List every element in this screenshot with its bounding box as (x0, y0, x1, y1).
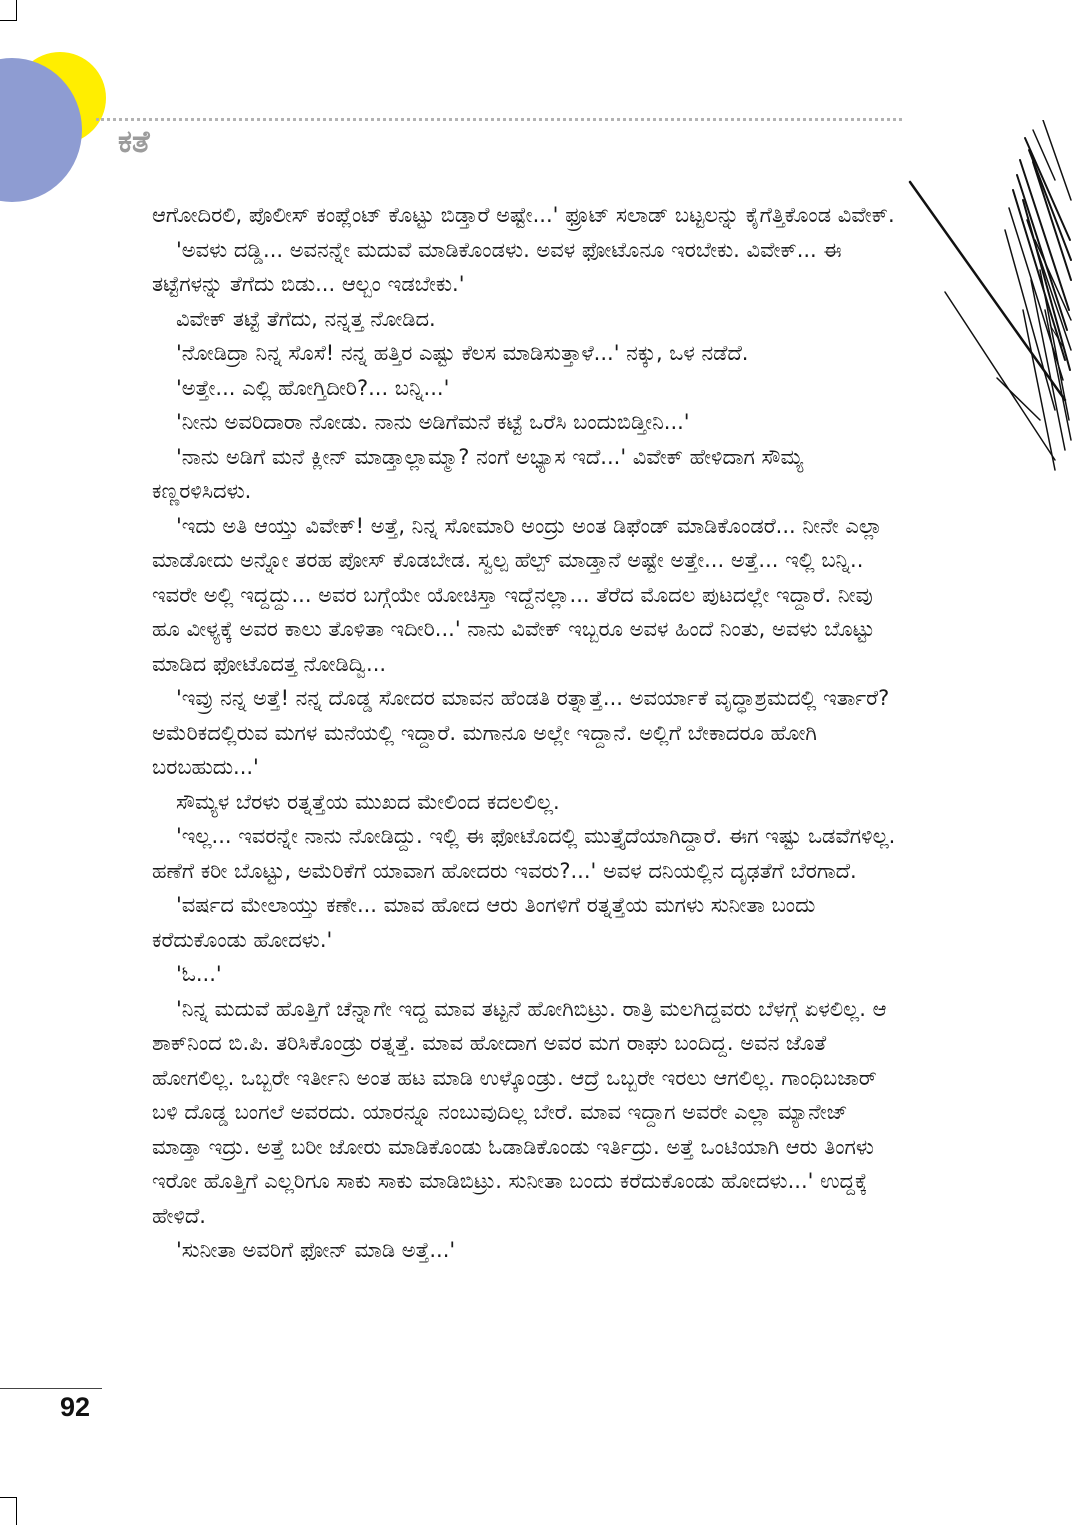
story-paragraph: ಆಗೋದಿರಲಿ, ಪೊಲೀಸ್ ಕಂಪ್ಲೆಂಟ್ ಕೊಟ್ಟು ಬಿಡ್ತಾರೆ ಅಷ್ಟೇ...' ಫ್ರೂಟ್ ಸಲಾಡ್ ಬಟ್ಟಲನ್ನು ಕೈಗೆತ್ತಿಕೊಂಡ ವಿವೇಕ್. (152, 203, 895, 227)
header-dotted-rule (96, 118, 902, 121)
story-paragraph: 'ನೀನು ಅವರಿದಾರಾ ನೋಡು. ನಾನು ಅಡಿಗೆಮನೆ ಕಟ್ಟೆ ಒರೆಸಿ ಬಂದುಬಿಡ್ತೀನಿ...' (176, 410, 690, 434)
story-body (152, 198, 902, 1268)
story-paragraph: 'ನಾನು ಅಡಿಗೆ ಮನೆ ಕ್ಲೀನ್ ಮಾಡ್ತಾಲ್ಲಾಮ್ಮಾ? ನಂಗೆ ಅಭ್ಯಾಸ ಇದೆ...' ವಿವೇಕ್ ಹೇಳಿದಾಗ ಸೌಮ್ಯ ಕಣ್ಣರಳಿಸಿದಳು. (152, 444, 804, 503)
story-paragraph: ವಿವೇಕ್ ತಟ್ಟೆ ತೆಗೆದು, ನನ್ನತ್ತ ನೋಡಿದ. (176, 306, 436, 331)
crop-mark-top-left-horizontal (0, 20, 17, 21)
story-paragraph: 'ಅವಳು ದಡ್ಡಿ... ಅವನನ್ನೇ ಮದುವೆ ಮಾಡಿಕೊಂಡಳು. ಅವಳ ಫೋಟೊನೂ ಇರಬೇಕು. ವಿವೇಕ್... ಈ ತಟ್ಟೆಗಳನ್ನು ತೆಗೆದು ಬಿಡು... ಆಲ್ಬಂ ಇಡಬೇಕು.' (152, 237, 842, 296)
story-paragraph: 'ಓ...' (176, 962, 222, 986)
crop-mark-bottom-left-vertical (16, 1497, 17, 1525)
story-paragraph: ಸೌಮ್ಯಳ ಬೆರಳು ರತ್ನತ್ತೆಯ ಮುಖದ ಮೇಲಿಂದ ಕದಲಲಿಲ್ಲ. (176, 789, 560, 814)
footer-rule (0, 1388, 102, 1389)
story-paragraph: 'ಇಲ್ಲ... ಇವರನ್ನೇ ನಾನು ನೋಡಿದ್ದು. ಇಲ್ಲಿ ಈ ಫೋಟೊದಲ್ಲಿ ಮುತ್ತೈದೆಯಾಗಿದ್ದಾರೆ. ಈಗ ಇಷ್ಟು ಒಡವೆಗಳಿಲ್ಲ. ಹಣೆಗೆ ಕರೀ ಬೊಟ್ಟು, ಅಮೆರಿಕೆಗೆ ಯಾವಾಗ ಹೋದರು ಇವರು?...' ಅವಳ ದನಿಯಲ್ಲಿನ ದೃಢತೆಗೆ ಬೆರಗಾದೆ. (152, 824, 896, 883)
page-number: 92 (60, 1392, 91, 1422)
story-paragraph: 'ಇವ್ರು ನನ್ನ ಅತ್ತೆ! ನನ್ನ ದೊಡ್ಡ ಸೋದರ ಮಾವನ ಹೆಂಡತಿ ರತ್ನಾತ್ತೆ... ಅವರ್ಯಾಕೆ ವೃದ್ಧಾಶ್ರಮದಲ್ಲಿ ಇರ್ತಾರೆ? ಅಮೆರಿಕದಲ್ಲಿರುವ ಮಗಳ ಮನೆಯಲ್ಲಿ ಇದ್ದಾರೆ. ಮಗಾನೂ ಅಲ್ಲೇ ಇದ್ದಾನೆ. ಅಲ್ಲಿಗೆ ಬೇಕಾದರೂ ಹೋಗಿ ಬರಬಹುದು...' (152, 686, 890, 779)
crop-mark-bottom-left-horizontal (0, 1497, 17, 1498)
story-paragraph: 'ಸುನೀತಾ ಅವರಿಗೆ ಫೋನ್ ಮಾಡಿ ಅತ್ತೆ...' (176, 1238, 456, 1262)
story-paragraph: 'ನಿನ್ನ ಮದುವೆ ಹೊತ್ತಿಗೆ ಚೆನ್ನಾಗೇ ಇದ್ದ ಮಾವ ತಟ್ಟನೆ ಹೋಗಿಬಿಟ್ರು. ರಾತ್ರಿ ಮಲಗಿದ್ದವರು ಬೆಳಗ್ಗೆ ಏಳಲಿಲ್ಲ. ಆ ಶಾಕ್‌ನಿಂದ ಬಿ.ಪಿ. ತರಿಸಿಕೊಂಡ್ರು ರತ್ನತ್ತೆ. ಮಾವ ಹೋದಾಗ ಅವರ ಮಗ ರಾಘು ಬಂದಿದ್ದ. ಅವನ ಜೊತೆ ಹೋಗಲಿಲ್ಲ. ಒಬ್ಬರೇ ಇರ್ತೀನಿ ಅಂತ ಹಟ ಮಾಡಿ ಉಳ್ಕೊಂಡ್ರು. ಆದ್ರೆ ಒಬ್ಬರೇ ಇರಲು ಆಗಲಿಲ್ಲ. ಗಾಂಧಿಬಜಾರ್ ಬಳಿ ದೊಡ್ಡ ಬಂಗಲೆ ಅವರದು. ಯಾರನ್ನೂ ನಂಬುವುದಿಲ್ಲ ಬೇರೆ. ಮಾವ ಇದ್ದಾಗ ಅವರೇ ಎಲ್ಲಾ ಮ್ಯಾನೇಜ್ ಮಾಡ್ತಾ ಇದ್ರು. ಅತ್ತೆ ಬರೀ ಜೋರು ಮಾಡಿಕೊಂಡು ಓಡಾಡಿಕೊಂಡು ಇರ್ತಿದ್ರು. ಅತ್ತೆ ಒಂಟಿಯಾಗಿ ಆರು ತಿಂಗಳು ಇರೋ ಹೊತ್ತಿಗೆ ಎಲ್ಲರಿಗೂ ಸಾಕು ಸಾಕು ಮಾಡಿಬಿಟ್ರು. ಸುನೀತಾ ಬಂದು ಕರೆದುಕೊಂಡು ಹೋದಳು...' ಉದ್ದಕ್ಕೆ ಹೇಳಿದೆ. (152, 996, 887, 1228)
story-paragraph: 'ವರ್ಷದ ಮೇಲಾಯ್ತು ಕಣೇ... ಮಾವ ಹೋದ ಆರು ತಿಂಗಳಿಗೆ ರತ್ನತ್ತೆಯ ಮಗಳು ಸುನೀತಾ ಬಂದು ಕರೆದುಕೊಂಡು ಹೋದಳು.' (152, 893, 816, 952)
section-title: ಕತೆ (118, 124, 150, 160)
decorative-scribble-illustration (905, 120, 1072, 500)
story-paragraph: 'ಅತ್ತೇ... ಎಲ್ಲಿ ಹೋಗ್ತಿದೀರಿ?... ಬನ್ನಿ...' (176, 375, 450, 400)
story-paragraph: 'ಇದು ಅತಿ ಆಯ್ತು ವಿವೇಕ್! ಅತ್ತೆ, ನಿನ್ನ ಸೋಮಾರಿ ಅಂದ್ರು ಅಂತ ಡಿಫೆಂಡ್ ಮಾಡಿಕೊಂಡರೆ... ನೀನೇ ಎಲ್ಲಾ ಮಾಡೋದು ಅನ್ನೋ ತರಹ ಪೋಸ್ ಕೊಡಬೇಡ. ಸ್ವಲ್ಪ ಹೆಲ್ಪ್ ಮಾಡ್ತಾನೆ ಅಷ್ಟೇ ಅತ್ತೇ... ಅತ್ತೆ... ಇಲ್ಲಿ ಬನ್ನಿ.. ಇವರೇ ಅಲ್ಲಿ ಇದ್ದದ್ದು... ಅವರ ಬಗ್ಗೆಯೇ ಯೋಚಿಸ್ತಾ ಇದ್ದೆನಲ್ಲಾ... ತೆರೆದ ಮೊದಲ ಪುಟದಲ್ಲೇ ಇದ್ದಾರೆ. ನೀವು ಹೂ ವೀಳ್ಯಕ್ಕೆ ಅವರ ಕಾಲು ತೊಳಿತಾ ಇದೀರಿ...' ನಾನು ವಿವೇಕ್ ಇಬ್ಬರೂ ಅವಳ ಹಿಂದೆ ನಿಂತು, ಅವಳು ಬೊಟ್ಟು ಮಾಡಿದ ಫೋಟೊದತ್ತ ನೋಡಿದ್ವಿ... (152, 513, 883, 676)
crop-mark-top-left-vertical (16, 0, 17, 20)
story-paragraph: 'ನೋಡಿದ್ರಾ ನಿನ್ನ ಸೊಸೆ! ನನ್ನ ಹತ್ತಿರ ಎಷ್ಟು ಕೆಲಸ ಮಾಡಿಸುತ್ತಾಳೆ...' ನಕ್ಕು, ಒಳ ನಡೆದೆ. (176, 341, 749, 365)
